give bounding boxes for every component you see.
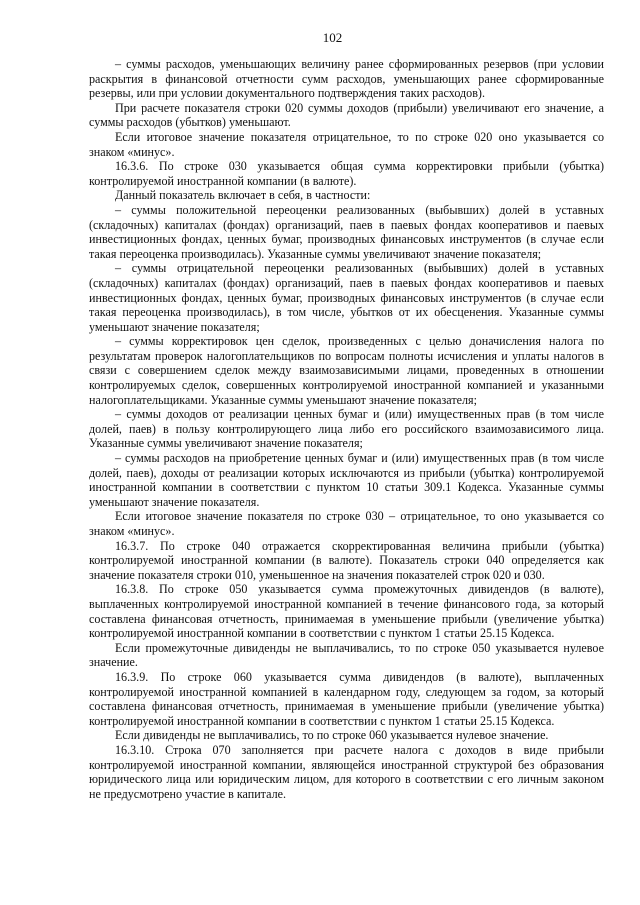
- paragraph: – суммы расходов на приобретение ценных бумаг и (или) имущественных прав (в том числе долей, паев), доходы от реализации которых исключаются из прибыли (убытка) контролируемой иностранной компании в соответствии с пунктом 10 статьи 309.1 Кодекса. Указанные суммы уменьшают значение показателя.: [89, 451, 604, 509]
- paragraph: – суммы корректировок цен сделок, произведенных с целью доначисления налога по результатам проверок налогоплательщиков по вопросам полноты исчисления и уплаты налогов в связи с совершением сделок между взаимозависимыми лицами, проведенных в отношении контролируемых сделок, совершенных контролируемой иностранной компанией и указанными налогоплательщиками. Указанные суммы уменьшают значение показателя;: [89, 334, 604, 407]
- page-number: 102: [322, 30, 343, 45]
- paragraph: – суммы положительной переоценки реализованных (выбывших) долей в уставных (складочных) капиталах (фондах) организаций, паев в паевых фондах кооперативов и паевых инвестиционных фондах, ценных бумаг, производных финансовых инструментов (в случае если такая переоценка производилась). Указанные суммы увеличивают значение показателя;: [89, 202, 604, 261]
- paragraph: Данный показатель включает в себя, в частности:: [115, 188, 371, 203]
- paragraph: 16.3.10. Строка 070 заполняется при расчете налога с доходов в виде прибыли контролируемой иностранной компании, являющейся иностранной структурой без образования юридического лица или юридическим лицом, для которого в соответствии с его личным законом не предусмотрено участие в капитале.: [89, 742, 604, 801]
- paragraph: Если промежуточные дивиденды не выплачивались, то по строке 050 указывается нулевое значение.: [89, 640, 604, 670]
- paragraph: – суммы отрицательной переоценки реализованных (выбывших) долей в уставных (складочных) капиталах (фондах) организаций, паев в паевых фондах кооперативов и паевых инвестиционных фондах, ценных бумаг, производных финансовых инструментов (в случае если такая переоценка производилась), в том числе, убытков от их обесценения. Указанные суммы уменьшают значение показателя;: [89, 261, 604, 334]
- paragraph: Если итоговое значение показателя по строке 030 – отрицательное, то оно указывается со знаком «минус».: [89, 509, 604, 538]
- paragraph: – суммы расходов, уменьшающих величину ранее сформированных резервов (при условии раскрытия в финансовой отчетности сумм расходов, уменьшающих ранее сформированные резервы, или при условии документального подтверждения таких расходов).: [89, 57, 604, 101]
- paragraph: 16.3.7. По строке 040 отражается скорректированная величина прибыли (убытка) контролируемой иностранной компании (в валюте). Показатель строки 040 определяется как значение показателя строки 010, уменьшенное на значения показателей строк 020 и 030.: [89, 538, 604, 582]
- paragraph: При расчете показателя строки 020 суммы доходов (прибыли) увеличивают его значение, а суммы расходов (убытков) уменьшают.: [89, 100, 604, 130]
- paragraph: Если итоговое значение показателя отрицательное, то по строке 020 оно указывается со знаком «минус».: [89, 129, 604, 159]
- paragraph: 16.3.9. По строке 060 указывается сумма дивидендов (в валюте), выплаченных контролируемой иностранной компанией в календарном году, следующем за годом, за который составлена финансовая отчетность, принимаемая в уменьшение прибыли (увеличение убытка) контролируемой иностранной компании в соответствии с пунктом 1 статьи 25.15 Кодекса.: [89, 669, 604, 728]
- paragraph: 16.3.6. По строке 030 указывается общая сумма корректировки прибыли (убытка) контролируемой иностранной компании (в валюте).: [89, 159, 604, 188]
- paragraph: 16.3.8. По строке 050 указывается сумма промежуточных дивидендов (в валюте), выплаченных контролируемой иностранной компанией в течение финансового года, за который составлена финансовая отчетность, принимаемая в уменьшение прибыли (увеличение убытка) контролируемой иностранной компании в соответствии с пунктом 1 статьи 25.15 Кодекса.: [89, 582, 604, 641]
- paragraph: Если дивиденды не выплачивались, то по строке 060 указывается нулевое значение.: [115, 728, 549, 743]
- paragraph: – суммы доходов от реализации ценных бумаг и (или) имущественных прав (в том числе долей, паев) в пользу контролирующего лица либо его российского взаимозависимого лица. Указанные суммы увеличивают значение показателя;: [89, 407, 604, 451]
- document-body: [89, 57, 604, 801]
